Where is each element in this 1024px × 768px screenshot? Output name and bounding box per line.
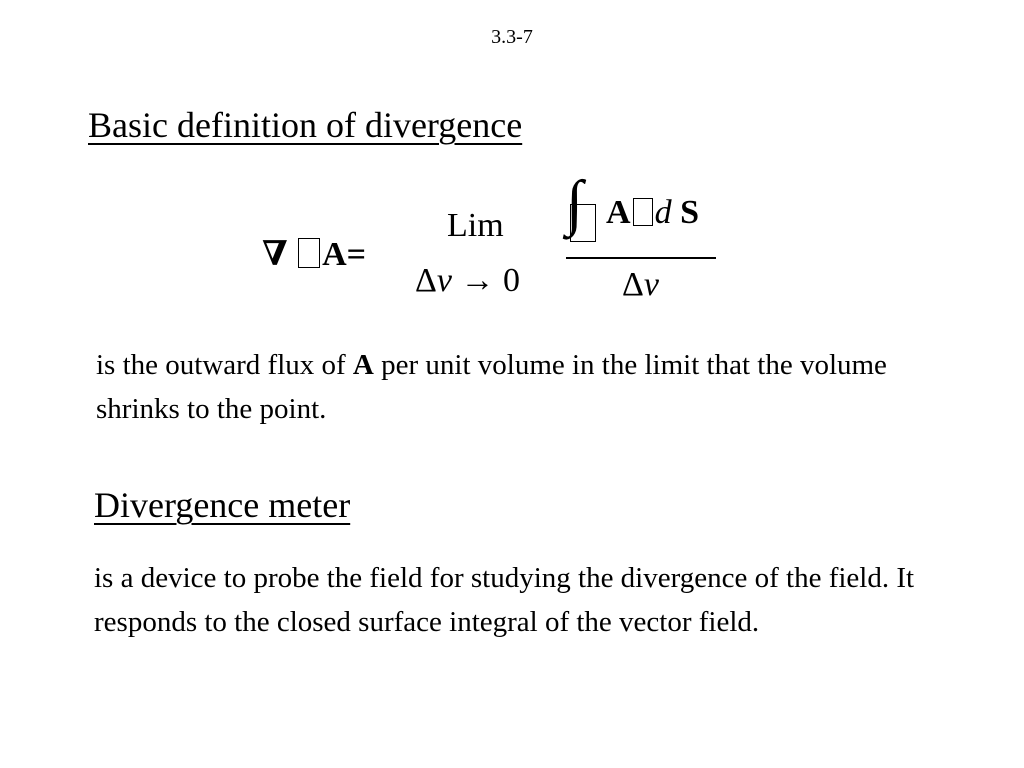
numerator-d: d [654,194,672,231]
equation-numerator [606,194,699,232]
arrow-zero: → 0 [460,262,520,299]
para-flux-after: per unit volume in the limit that the volume shrinks to the point. [96,349,887,425]
volume-v: v [436,262,452,299]
heading-divergence-meter: Divergence meter [94,485,351,525]
page-number: 3.3-7 [491,26,533,48]
para-flux-before: is the outward flux of [96,349,353,381]
volume-v: v [643,266,659,303]
numerator-A: A [606,194,631,231]
missing-glyph-box [298,238,320,268]
equation-lhs-suffix: A= [322,236,367,273]
integral-symbol: ∫ [566,169,583,237]
heading-basic-definition: Basic definition of divergence [88,105,523,145]
equation-lhs [262,234,366,274]
equation-denominator [622,266,659,304]
missing-glyph-box [570,204,596,242]
missing-glyph-box [633,198,653,226]
numerator-S: S [680,194,699,231]
delta-symbol: Δ [622,266,644,303]
paragraph-flux-description [96,343,956,431]
nabla-symbol: ∇ [262,236,288,273]
equation-lim: Lim [447,207,504,244]
para-flux-bold-A: A [352,349,374,381]
equation-limit-subscript [415,262,520,300]
paragraph-meter-description: is a device to probe the field for studying the divergence of the field. It responds to the closed surface integral of the vector field. [94,562,915,638]
fraction-bar [566,257,716,259]
delta-symbol: Δ [415,262,437,299]
